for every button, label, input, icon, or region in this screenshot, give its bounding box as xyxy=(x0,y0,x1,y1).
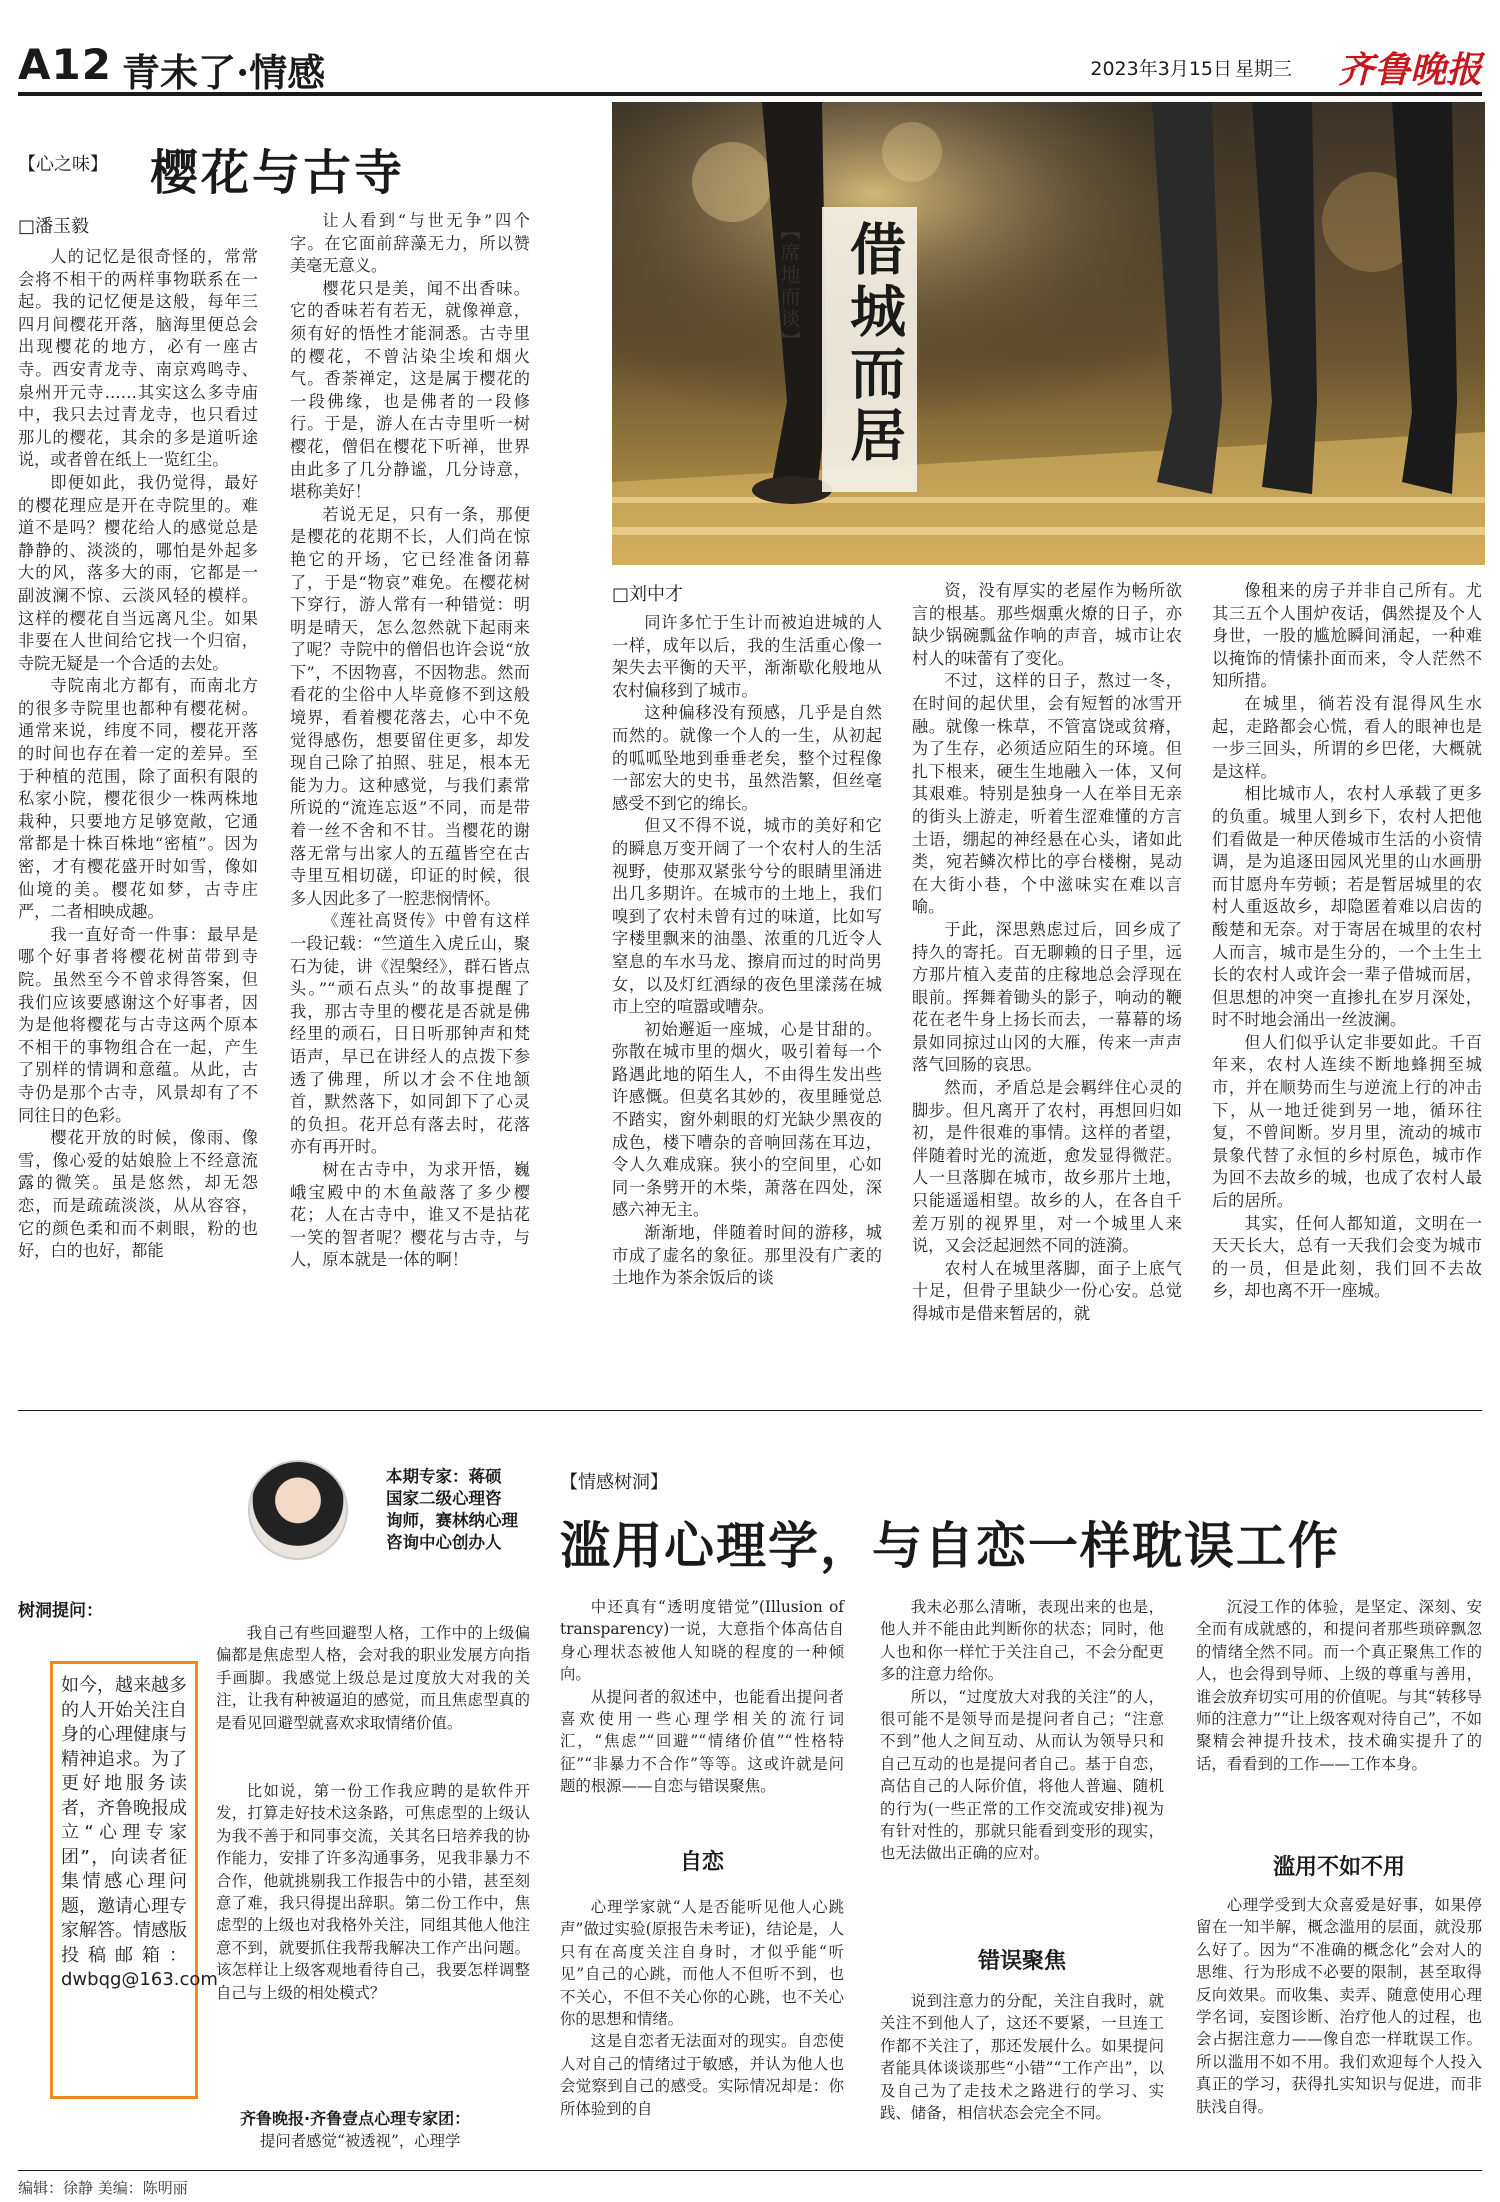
question-text: 比如说，第一份工作我应聘的是软件开发，打算走好技术这条路，可焦虑型的上级认为我不善于和同事交流，关其名曰培养我的协作能力，安排了许多沟通事务，见我非暴力不合作，他就挑剔我工作报告中的小错，甚至刻意了难，我只得提出辞职。第二份工作中，焦虑型的上级也对我格外关注，同组其他人他注意不到，就要抓住我帮我解决工作产出问题。该怎样让上级客观地看待自己，我要怎样调整自己与上级的相处模式？ xyxy=(216,1782,530,2002)
issue-weekday: 星期三 xyxy=(1234,58,1292,80)
article-title: 借城而居 xyxy=(841,220,907,468)
article-column xyxy=(560,1596,844,1796)
column-label: 【心之味】 xyxy=(18,154,108,175)
expert-line: 国家二级心理咨 xyxy=(386,1489,502,1508)
expert-info xyxy=(386,1466,536,1554)
paragraph: 沉浸工作的体验，是坚定、深刻、安全而有成就感的，和提问者那些琐碎飘忽的情绪全然不同。而一个真正聚焦工作的人，也会得到导师、上级的尊重与善用，谁会放弃切实可用的价值呢。与其“转移导师的注意力”“让上级客观对待自己”，不如聚精会神提升技术，技术确实提升了的话，看看到的工作——工作本身。 xyxy=(1196,1598,1482,1773)
paragraph: 初始邂逅一座城，心是甘甜的。弥散在城市里的烟火，吸引着每一个路遇此地的陌生人，不由得生发出些许感慨。但莫名其妙的，夜里睡觉总不踏实，窗外刺眼的灯光缺少黑夜的成色，楼下嘈杂的音响回荡在耳边，令人久难成寐。狭小的空间里，心如同一条劈开的木柴，萧落在四处，深感六神无主。 xyxy=(612,1019,882,1220)
call-for-submissions: 如今，越来越多的人开始关注自身的心理健康与精神追求。为了更好地服务读者，齐鲁晚报成立“心理专家团”，向读者征集情感心理问题，邀请心理专家解答。情感版投稿邮箱：dwbqg@163.com xyxy=(50,1661,198,2099)
paragraph: 我未必那么清晰，表现出来的也是，他人并不能由此判断你的状态；同时，他人也和你一样忙于关注自己，不会分配更多的注意力给你。 xyxy=(880,1598,1164,1684)
paragraph: 若说无足，只有一条，那便是樱花的花期不长，人们尚在惊艳它的开场，它已经准备闭幕了，于是“物哀”难免。在樱花树下穿行，游人常有一种错觉：明明是晴天，怎么忽然就下起雨来了呢？寺院中的僧侣也许会说“放下”，不因物喜，不因物悲。然而看花的尘俗中人毕竟修不到这般境界，看着樱花落去，心中不免觉得感伤，想要留住更多，却发现自己除了拍照、驻足，根本无能为力。这种感觉，与我们素常所说的“流连忘返”不同，而是带着一丝不舍和不甘。当樱花的谢落无常与出家人的五蕴皆空在古寺里互相切磋，印证的时候，很多人因此多了一腔悲悯情怀。 xyxy=(290,504,530,908)
article-column xyxy=(880,1596,1164,1932)
article-column xyxy=(18,246,258,1396)
paragraph: 《莲社高贤传》中曾有这样一段记载：“竺道生入虎丘山，聚石为徒，讲《涅槃经》，群石皆点头。”“顽石点头”的故事提醒了我，那古寺里的樱花是否就是佛经里的顽石，日日听那钟声和梵语声，早已在讲经人的点拨下参透了佛理，所以才会不住地颔首，默然落下，如同卸下了心灵的负担。花开总有落去时，花落亦有再开时。 xyxy=(290,911,530,1157)
paragraph: 然而，矛盾总是会羁绊住心灵的脚步。但凡离开了农村，再想回归如初，是件很难的事情。这样的者望，伴随着时光的流逝，愈发显得微茫。人一旦落脚在城市，故乡那片土地，只能遥遥相望。故乡的人，在各自千差万别的视界里，对一个城里人来说，又会泛起迥然不同的涟漪。 xyxy=(912,1078,1182,1256)
paragraph: 让人看到“与世无争”四个字。在它面前辞藻无力，所以赞美毫无意义。 xyxy=(290,211,530,276)
article-column xyxy=(560,1896,844,2154)
article-column xyxy=(1196,1596,1482,1836)
byline: □刘中才 xyxy=(612,584,684,605)
header-photo xyxy=(612,102,1485,565)
question-label: 树洞提问： xyxy=(18,1601,103,1621)
footer-rule xyxy=(18,2170,1482,2171)
paragraph: 同许多忙于生计而被迫进城的人一样，成年以后，我的生活重心像一架失去平衡的天平，渐渐歇化般地从农村偏移到了城市。 xyxy=(612,613,882,700)
paragraph: 这种偏移没有预感，几乎是自然而然的。就像一个人的一生，从初起的呱呱坠地到垂垂老矣，整个过程像一部宏大的史书，虽然浩繁，但丝毫感受不到它的绵长。 xyxy=(612,703,882,813)
answer-label: 齐鲁晚报·齐鲁壹点心理专家团： xyxy=(240,2109,471,2128)
expert-line: 询师，赛林纳心理 xyxy=(386,1511,518,1530)
expert-avatar xyxy=(248,1460,348,1560)
expert-line: 本期专家：蒋硕 xyxy=(386,1467,502,1486)
paragraph: 说到注意力的分配，关注自我时，就关注不到他人了，这还不要紧，一旦连工作都不关注了，那还发展什么。如果提问者能具体谈谈那些“小错”“工作产出”，以及自己为了走技术之路进行的学习、实践、储备，相信状态会完全不同。 xyxy=(880,1992,1164,2123)
article-title: 滥用心理学，与自恋一样耽误工作 xyxy=(560,1516,1340,1575)
paragraph: 像租来的房子并非自己所有。尤其三五个人围炉夜话，偶然提及个人身世，一股的尴尬瞬间涌起，一种难以掩饰的情愫扑面而来，令人茫然不知所措。 xyxy=(1212,581,1482,691)
subheading: 错误聚焦 xyxy=(977,1948,1066,1974)
paragraph: 即便如此，我仍觉得，最好的樱花理应是开在寺院里的。难道不是吗？樱花给人的感觉总是静静的、淡淡的，哪怕是外起多大的风，落多大的雨，它都是一副波澜不惊、云淡风轻的模样。这样的樱花自当远离凡尘。如果非要在人世间给它找一个归宿，寺院无疑是一个合适的去处。 xyxy=(18,472,258,673)
paragraph: 在城里，徜若没有混得风生水起，走路都会心慌，看人的眼神也是一步三回头，所谓的乡巴佬，大概就是这样。 xyxy=(1212,693,1482,781)
article-column xyxy=(612,612,882,1382)
paragraph: 渐渐地，伴随着时间的游移，城市成了虚名的象征。那里没有广袤的土地作为茶余饭后的谈 xyxy=(612,1223,882,1288)
article-column xyxy=(912,580,1182,1382)
paragraph: 农村人在城里落脚，面子上底气十足，但骨子里缺少一份心安。总觉得城市是借来暂居的，就 xyxy=(912,1258,1182,1323)
subheading: 滥用不如不用 xyxy=(1272,1854,1405,1880)
article-column xyxy=(880,1990,1164,2152)
paragraph: 樱花开放的时候，像雨、像雪，像心爱的姑娘脸上不经意流露的微笑。虽是悠然，却无怨恋，而是疏疏淡淡，从从容容，它的颜色柔和而不刺眼，粉的也好，白的也好，都能 xyxy=(18,1128,258,1261)
expert-line: 咨询中心创办人 xyxy=(386,1533,502,1552)
article-column xyxy=(1196,1894,1482,2156)
article-column xyxy=(1212,580,1482,1382)
paragraph: 人的记忆是很奇怪的，常常会将不相干的两样事物联系在一起。我的记忆便是这般，每年三四月间樱花开落，脑海里便总会出现樱花的地方，必有一座古寺。西安青龙寺、南京鸡鸣寺、泉州开元寺……其实这么多寺庙中，我只去过青龙寺，也只看过那儿的樱花，其余的多是道听途说，或者曾在纸上一览红尘。 xyxy=(18,247,258,470)
column-label: 【席地而谈】 xyxy=(777,220,801,352)
paragraph: 心理学受到大众喜爱是好事，如果停留在一知半解，概念滥用的层面，就没那么好了。因为“不准确的概念化”会对人的思维、行为形成不必要的限制，甚至取得反向效果。而收集、卖弄、随意使用心理学名词，妄图诊断、治疗他人的过程，也会占据注意力——像自恋一样耽误工作。所以滥用不如不用。我们欢迎每个人投入真正的学习，获得扎实知识与促进，而非肤浅自得。 xyxy=(1196,1896,1482,2116)
section-divider xyxy=(18,1410,1482,1411)
paragraph: 资，没有厚实的老屋作为畅所欲言的根基。那些烟熏火燎的日子，亦缺少锅碗瓢盆作响的声音，城市让农村人的味蕾有了变化。 xyxy=(912,581,1182,668)
paragraph: 所以，“过度放大对我的关注”的人，很可能不是领导而是提问者自己；“注意不到”他人之间互动、从而认为领导只和自己互动的也是提问者自己。基于自恋，高估自己的人际价值，将他人普遍、随机的行为(一些正常的工作交流或安排)视为有针对性的，那就只能看到变形的现实，也无法做出正确的应对。 xyxy=(880,1687,1164,1863)
paragraph: 其实，任何人都知道，文明在一天天长大，总有一天我们会变为城市的一员，但是此刻，我们回不去故乡，却也离不开一座城。 xyxy=(1212,1213,1482,1301)
paragraph: 于此，深思熟虑过后，回乡成了持久的寄托。百无聊赖的日子里，远方那片植入麦苗的庄稼地总会浮现在眼前。挥舞着锄头的影子，响动的鞭花在老牛身上扬长而去，一幕幕的场景如同掠过山冈的大雁，传来一声声落气回肠的哀思。 xyxy=(912,919,1182,1075)
paragraph: 中还真有“透明度错觉”(Illusion of transparency)一说，大意指个体高估自身心理状态被他人知晓的程度的一种倾向。 xyxy=(560,1598,844,1684)
paragraph: 不过，这样的日子，熬过一冬，在时间的起伏里，会有短暂的冰雪开融。就像一株草，不管富饶或贫瘠，为了生存，必须适应陌生的环境。但扎下根来，硬生生地融入一体，又何其艰难。特别是独身一人在举目无亲的街头上游走，听着生涩难懂的方言土语，绷起的神经悬在心头，诸如此类，宛若鳞次栉比的亭台楼榭，晃动在大街小巷，个中滋味实在难以言喻。 xyxy=(912,671,1182,917)
street-photo-illustration xyxy=(612,102,1485,565)
subheading: 自恋 xyxy=(679,1849,724,1875)
paragraph: 相比城市人，农村人承载了更多的负重。城里人到乡下，农村人把他们看做是一种厌倦城市生活的小资情调，是为追逐田园风光里的山水画册而甘愿舟车劳顿；若是暂居城里的农村人重返故乡，却隐匿着难以启齿的酸楚和无奈。对于寄居在城里的农村人而言，城市是生分的，一个土生土长的农村人或许会一辈子借城而居，但思想的冲突一直掺扎在岁月深处，时不时地会涌出一丝波澜。 xyxy=(1212,784,1482,1030)
editor-credits: 编辑：徐静 美编：陈明丽 xyxy=(18,2179,188,2197)
paragraph: 心理学家就“人是否能听见他人心跳声”做过实验(原报告未考证)，结论是，人只有在高度关注自身时，才似乎能“听见”自己的心跳，而他人不但听不到，也不关心，不但不关心你的心跳，也不关心你的思想和情绪。 xyxy=(560,1898,844,2029)
paragraph: 但又不得不说，城市的美好和它的瞬息万变开阔了一个农村人的生活视野，使那双紧张兮兮的眼睛里涌进出几多期许。在城市的土地上，我们嗅到了农村未曾有过的味道，比如写字楼里飘来的油墨、浓重的几近令人窒息的车水马龙、擦肩而过的时尚男女，以及灯红酒绿的夜色里漾荡在城市上空的喧嚣或嘈杂。 xyxy=(612,816,882,1017)
paragraph: 从提问者的叙述中，也能看出提问者喜欢使用一些心理学相关的流行词汇，“焦虑”“回避”“情绪价值”“性格特征”“非暴力不合作”等等。这或许就是问题的根源——自恋与错误聚焦。 xyxy=(560,1687,844,1796)
page-number: A12 xyxy=(18,40,112,89)
paragraph: 我一直好奇一件事：最早是哪个好事者将樱花树苗带到寺院。虽然至今不曾求得答案，但我们应该要感谢这个好事者，因为是他将樱花与古寺这两个原本不相干的事物组合在一起，产生了别样的情调和意蕴。从此，古寺仍是那个古寺，风景却有了不同往日的色彩。 xyxy=(18,924,258,1125)
issue-date: 2023年3月15日 xyxy=(1090,58,1232,80)
masthead xyxy=(18,34,1482,96)
article-title: 樱花与古寺 xyxy=(150,145,406,201)
paragraph: 这是自恋者无法面对的现实。自恋使人对自己的情绪过于敏感，并认为他人也会觉察到自己的感受。实际情况却是：你所体验到的自 xyxy=(560,2032,844,2118)
paragraph: 樱花只是美，闻不出香味。它的香味若有若无，就像禅意，须有好的悟性才能洞悉。古寺里的樱花，不曾沾染尘埃和烟火气。香荼禅定，这是属于樱花的一段佛缘，也是佛者的一段修行。于是，游人在古寺里听一树樱花，僧侣在樱花下听禅，世界由此多了几分静谧，几分诗意，堪称美好！ xyxy=(290,278,530,502)
paragraph: 但人们似乎认定非要如此。千百年来，农村人连续不断地蜂拥至城市，并在顺势而生与逆流上行的冲击下，从一地迁徙到另一地，循环往复，不曾间断。岁月里，流动的城市景象代替了永恒的乡村原色，城市作为回不去故乡的城，也成了农村人最后的居所。 xyxy=(1212,1032,1482,1211)
paragraph: 树在古寺中，为求开悟，巍峨宝殿中的木鱼敲落了多少樱花；人在古寺中，谁又不是拈花一笑的智者呢？樱花与古寺，与人，原本就是一体的啊！ xyxy=(290,1159,530,1270)
column-label: 【情感树洞】 xyxy=(560,1472,668,1493)
article-column xyxy=(290,210,530,1400)
byline: □潘玉毅 xyxy=(18,216,90,237)
paragraph: 寺院南北方都有，而南北方的很多寺院里也都种有樱花树。通常来说，纬度不同，樱花开落的时间也存在着一定的差异。至于种植的范围，除了面积有限的私家小院，樱花很少一株两株地栽种，只要地方足够宽敞，它通常都是十株百株地“密植”。因为密，才有樱花盛开时如雪，像如仙境的美。樱花如梦，古寺庄严，二者相映成趣。 xyxy=(18,676,258,922)
newspaper-logo: 齐鲁晚报 xyxy=(1337,49,1482,91)
question-text: 我自己有些回避型人格，工作中的上级偏偏都是焦虑型人格，会对我的职业发展方向指手画脚。我感觉上级总是过度放大对我的关注，让我有种被逼迫的感觉，而且焦虑型真的是看见回避型就喜欢求取情绪价值。 xyxy=(216,1624,530,1732)
answer-lead: 提问者感觉“被透视”，心理学 xyxy=(260,2132,461,2150)
section-title: 青未了·情感 xyxy=(122,50,326,95)
